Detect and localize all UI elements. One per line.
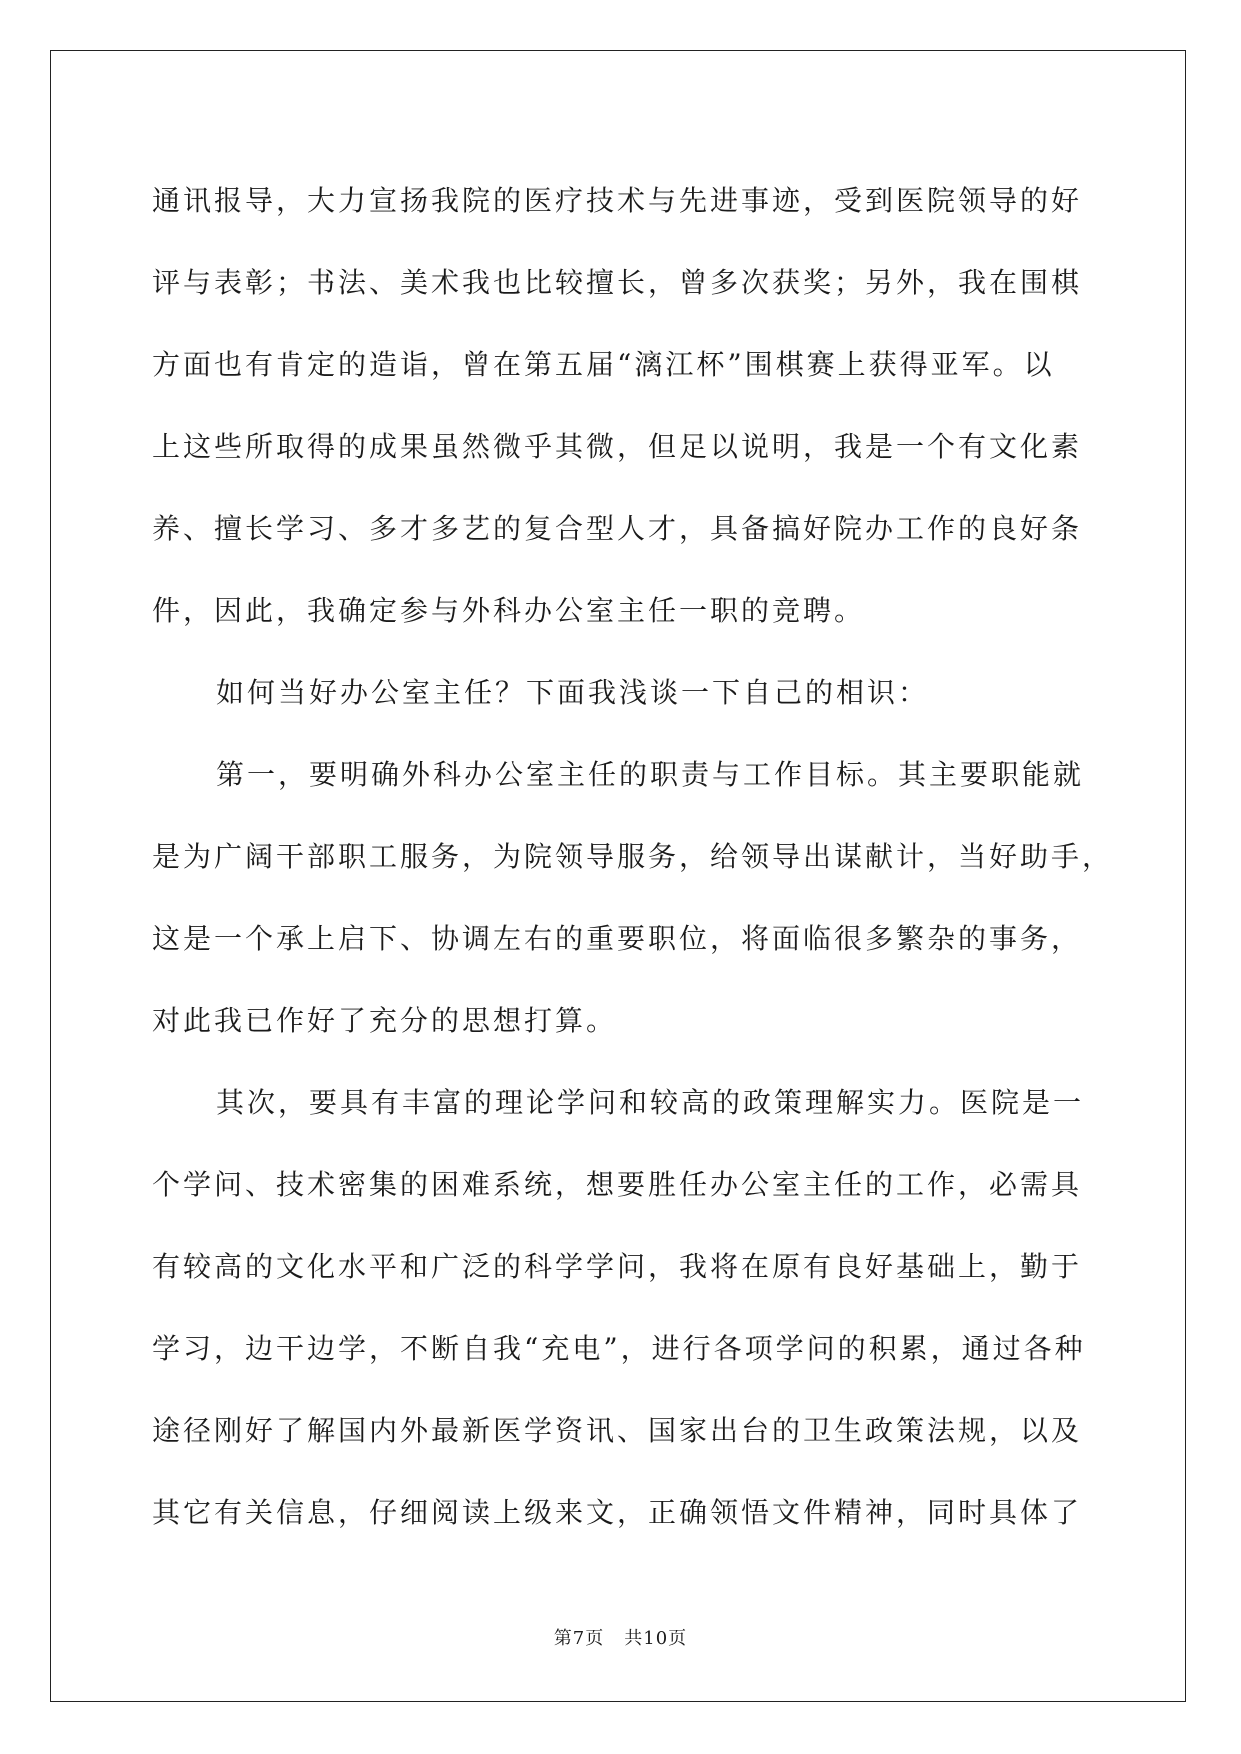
text-line: 有较高的文化水平和广泛的科学学问，我将在原有良好基础上，勤于 xyxy=(152,1250,1083,1283)
text-line: 方面也有肯定的造诣，曾在第五届“漓江杯”围棋赛上获得亚军。以 xyxy=(152,348,1055,381)
document-body xyxy=(152,160,1114,1554)
page-total: 共10页 xyxy=(624,1628,688,1649)
paragraph-start: 第一，要明确外科办公室主任的职责与工作目标。其主要职能就 xyxy=(216,758,1085,791)
text-line: 这是一个承上启下、协调左右的重要职位，将面临很多繁杂的事务， xyxy=(152,922,1083,955)
text-line: 途径刚好了解国内外最新医学资讯、国家出台的卫生政策法规，以及 xyxy=(152,1414,1083,1447)
text-line: 通讯报导，大力宣扬我院的医疗技术与先进事迹，受到医院领导的好 xyxy=(152,184,1083,217)
page-number: 第7页 xyxy=(553,1628,605,1649)
text-line: 个学问、技术密集的困难系统，想要胜任办公室主任的工作，必需具 xyxy=(152,1168,1083,1201)
text-line: 件，因此，我确定参与外科办公室主任一职的竞聘。 xyxy=(152,594,866,627)
text-line: 养、擅长学习、多才多艺的复合型人才，具备搞好院办工作的良好条 xyxy=(152,512,1083,545)
text-line: 评与表彰；书法、美术我也比较擅长，曾多次获奖；另外，我在围棋 xyxy=(152,266,1083,299)
page-footer xyxy=(0,1624,1241,1650)
text-line: 学习，边干边学，不断自我“充电”，进行各项学问的积累，通过各种 xyxy=(152,1332,1086,1365)
paragraph-start: 如何当好办公室主任？下面我浅谈一下自己的相识： xyxy=(216,676,930,709)
text-line: 其它有关信息，仔细阅读上级来文，正确领悟文件精神，同时具体了 xyxy=(152,1496,1083,1529)
text-line: 是为广阔干部职工服务，为院领导服务，给领导出谋献计，当好助手， xyxy=(152,840,1114,873)
text-line: 对此我已作好了充分的思想打算。 xyxy=(152,1004,618,1037)
text-line: 上这些所取得的成果虽然微乎其微，但足以说明，我是一个有文化素 xyxy=(152,430,1083,463)
paragraph-start: 其次，要具有丰富的理论学问和较高的政策理解实力。医院是一 xyxy=(216,1086,1085,1119)
